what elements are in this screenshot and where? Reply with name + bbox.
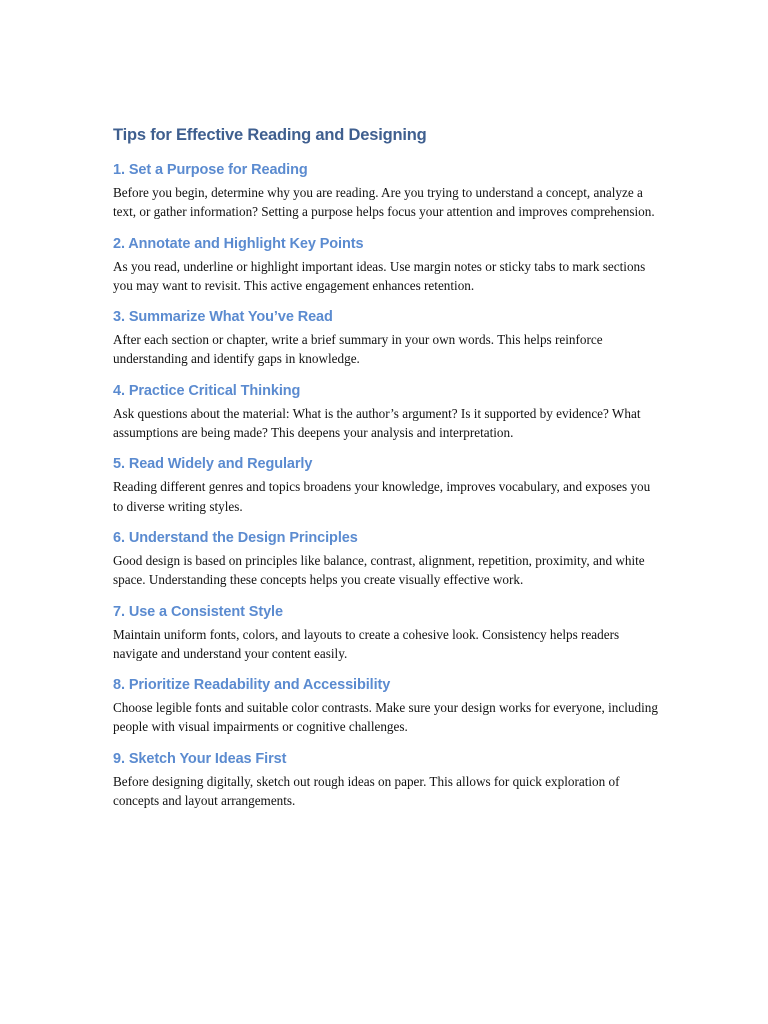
section-readability [113,675,661,737]
section-heading: 3. Summarize What You’ve Read [113,309,333,326]
section-heading: 5. Read Widely and Regularly [113,456,313,473]
document-title: Tips for Effective Reading and Designing [113,126,427,144]
section-critical-thinking [113,381,661,443]
section-consistent-style [113,602,661,664]
section-read-widely [113,454,661,516]
section-design-principles [113,528,661,590]
section-heading: 1. Set a Purpose for Reading [113,162,308,178]
section-body: Ask questions about the material: What is the author’s argument? Is it supported by evidence? What assumptions are being made? This deepens your analysis and interpretation. [113,405,641,441]
section-body: Before designing digitally, sketch out rough ideas on paper. This allows for quick exploration of concepts and layout arrangements. [113,773,620,809]
section-body: Good design is based on principles like balance, contrast, alignment, repetition, proximity, and white space. Understanding these concepts helps you create visually effective work. [113,552,645,588]
section-body: After each section or chapter, write a brief summary in your own words. This helps reinforce understanding and identify gaps in knowledge. [113,332,603,367]
section-body: Before you begin, determine why you are reading. Are you trying to understand a concept, analyze a text, or gather information? Setting a purpose helps focus your attention and improves comprehension. [113,185,655,220]
section-heading: 2. Annotate and Highlight Key Points [113,235,364,252]
section-purpose [113,160,661,222]
section-annotate [113,234,661,296]
section-body: Choose legible fonts and suitable color contrasts. Make sure your design works for everyone, including people with visual impairments or cognitive challenges. [113,700,658,735]
section-summarize [113,307,661,369]
section-sketch [113,749,661,811]
section-heading: 7. Use a Consistent Style [113,603,283,620]
document-page [113,124,661,822]
section-heading: 8. Prioritize Readability and Accessibility [113,677,391,694]
section-body: Maintain uniform fonts, colors, and layouts to create a cohesive look. Consistency helps readers navigate and understand your content easily. [113,626,620,661]
section-body: As you read, underline or highlight important ideas. Use margin notes or sticky tabs to mark sections you may want to revisit. This active engagement enhances retention. [113,258,646,293]
section-heading: 9. Sketch Your Ideas First [113,750,287,767]
section-heading: 6. Understand the Design Principles [113,529,358,546]
section-body: Reading different genres and topics broadens your knowledge, improves vocabulary, and exposes you to diverse writing styles. [113,479,651,514]
section-heading: 4. Practice Critical Thinking [113,382,301,399]
